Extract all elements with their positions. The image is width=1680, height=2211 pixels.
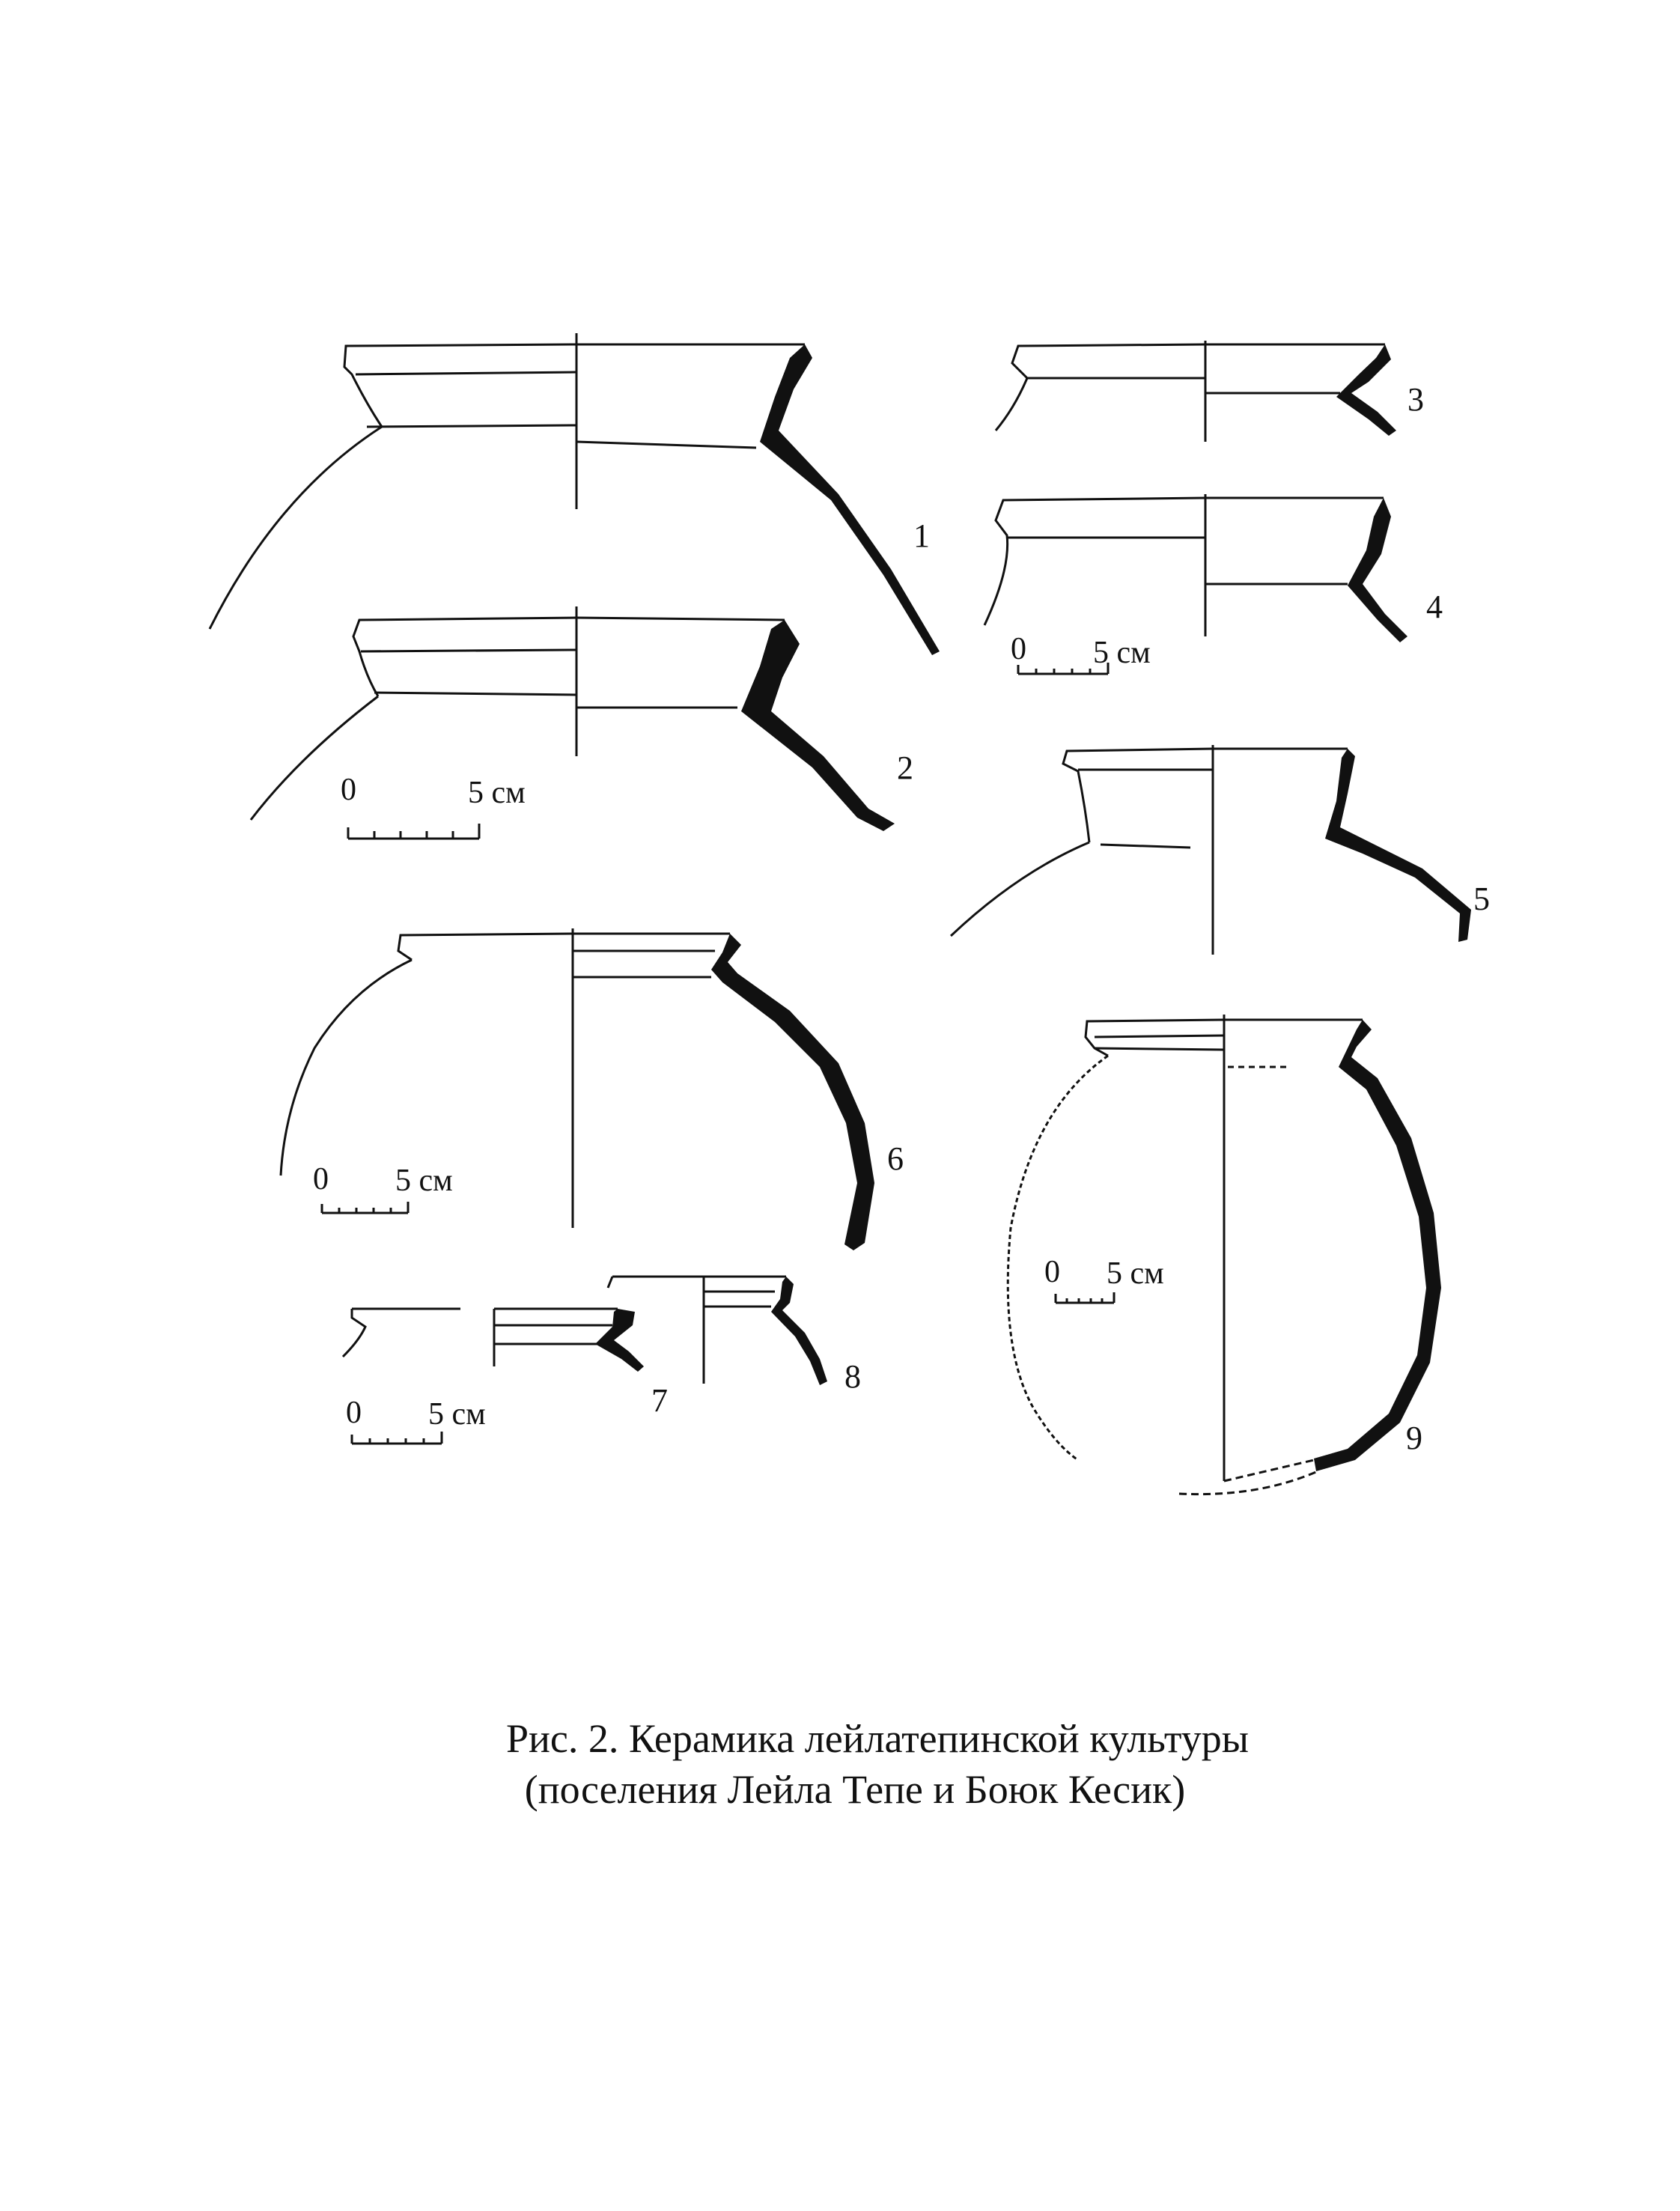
- scale-bar-b-zero: 0: [1011, 632, 1026, 666]
- vessel-8-number: 8: [844, 1358, 861, 1395]
- scale-bar-d-zero: 0: [346, 1396, 362, 1430]
- vessel-4-drawing: [984, 494, 1384, 636]
- vessel-2-section: [741, 620, 895, 831]
- scale-bar-d: [352, 1432, 442, 1444]
- scale-bar-e-zero: 0: [1044, 1255, 1060, 1289]
- scale-bar-c-label: 5 см: [395, 1164, 453, 1198]
- scale-bar-a-zero: 0: [341, 773, 356, 807]
- scale-bar-c-zero: 0: [313, 1162, 329, 1196]
- vessel-9-number: 9: [1406, 1420, 1422, 1456]
- vessel-6-section: [711, 934, 874, 1250]
- vessel-9-drawing: [1008, 1015, 1363, 1494]
- vessel-7-drawing: [343, 1309, 618, 1366]
- vessel-4-number: 4: [1426, 589, 1443, 625]
- vessel-6-number: 6: [887, 1140, 904, 1177]
- scale-bar-e-label: 5 см: [1107, 1256, 1164, 1291]
- vessel-3-number: 3: [1407, 381, 1424, 418]
- vessel-7-number: 7: [651, 1382, 668, 1419]
- vessel-3-drawing: [996, 341, 1385, 442]
- scale-bar-c: [322, 1202, 408, 1213]
- vessel-5-drawing: [951, 745, 1348, 955]
- scale-bar-e: [1056, 1292, 1114, 1303]
- vessel-6-drawing: [281, 928, 730, 1228]
- vessel-5-section: [1325, 749, 1471, 942]
- vessel-9-section: [1314, 1020, 1441, 1471]
- figure-caption-title: Рис. 2. Керамика лейлатепинской культуры: [506, 1716, 1249, 1761]
- vessel-7-section: [595, 1309, 644, 1372]
- scale-bar-a-label: 5 см: [468, 776, 526, 810]
- vessel-1-number: 1: [913, 517, 930, 554]
- scale-bar-b-label: 5 см: [1093, 636, 1151, 670]
- vessel-2-number: 2: [897, 749, 913, 786]
- scale-bar-a: [348, 824, 479, 839]
- vessel-3-section: [1336, 344, 1396, 436]
- figure-caption-subtitle: (поселения Лейла Тепе и Боюк Кесик): [524, 1767, 1186, 1812]
- vessel-1-section: [760, 344, 940, 655]
- vessel-8-section: [771, 1277, 827, 1385]
- vessel-5-number: 5: [1473, 881, 1490, 917]
- vessel-1-drawing: [210, 333, 805, 629]
- vessel-4-section: [1348, 498, 1407, 642]
- scale-bar-d-label: 5 см: [428, 1397, 486, 1432]
